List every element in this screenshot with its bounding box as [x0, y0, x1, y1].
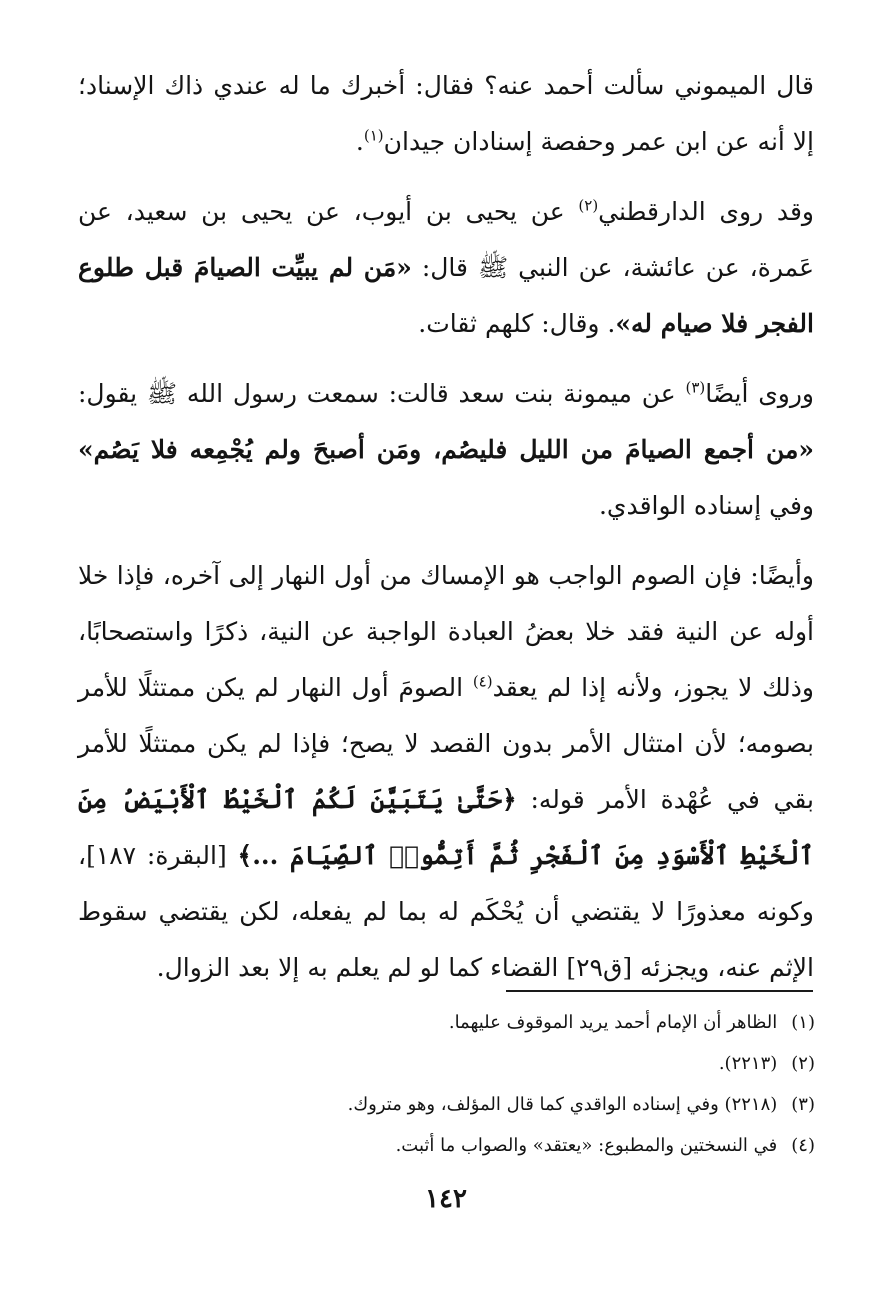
- quran-verse: ﴿حَتَّىٰ يَتَبَيَّنَ لَكُمُ ٱلْخَيْطُ ٱلْأَبْيَضُ مِنَ ٱلْخَيْطِ ٱلْأَسْوَدِ مِنَ ٱلْفَجْرِ ثُمَّ أَتِمُّوا۟ ٱلصِّيَامَ ...﴾: [78, 785, 814, 870]
- paragraph-2-text-1: وقد روى الدارقطني: [598, 197, 815, 226]
- footnote-divider: [506, 990, 813, 992]
- footnote-4: [80, 1125, 815, 1166]
- paragraph-1: [78, 58, 814, 170]
- footnote-1: [80, 1002, 815, 1043]
- footnote-2-text: (٢٢١٣).: [718, 1053, 778, 1074]
- footnote-ref-2: (٢): [578, 196, 599, 215]
- paragraph-1-text-1: قال الميموني سألت أحمد عنه؟ فقال: أخبرك ما له عندي ذاك الإسناد؛ إلا أنه عن ابن عمر وحفصة إسنادان جيدان: [78, 71, 814, 156]
- footnote-3-number: (٣): [791, 1094, 815, 1115]
- footnote-ref-1: (١): [363, 126, 384, 145]
- footnote-4-text: في النسختين والمطبوع: «يعتقد» والصواب ما أثبت.: [395, 1135, 778, 1156]
- footnote-1-text: الظاهر أن الإمام أحمد يريد الموقوف عليهما.: [448, 1012, 778, 1033]
- paragraph-2: [78, 184, 814, 352]
- paragraph-4: [78, 548, 814, 996]
- paragraph-2-text-3: . وقال: كلهم ثقات.: [418, 309, 616, 338]
- footnote-2-number: (٢): [791, 1053, 815, 1074]
- footnote-3: [80, 1084, 815, 1125]
- paragraph-1-text-2: .: [355, 127, 364, 156]
- paragraph-3-text-1: وروى أيضًا: [705, 379, 815, 408]
- paragraph-3: [78, 366, 814, 534]
- paragraph-4-text-3: [البقرة: ١٨٧]، وكونه معذورًا لا يقتضي أن يُحْكَم له بما لم يفعله، لكن يقتضي سقوط الإثم عنه، ويجزئه [ق٢٩] القضاء كما لو لم يعلم به إلا بعد الزوال.: [78, 841, 814, 982]
- paragraph-3-text-2: عن ميمونة بنت سعد قالت: سمعت رسول الله ﷺ يقول:: [78, 379, 686, 408]
- footnote-ref-3: (٣): [685, 378, 706, 397]
- footnote-3-text: (٢٢١٨) وفي إسناده الواقدي كما قال المؤلف، وهو متروك.: [347, 1094, 778, 1115]
- footnotes: [80, 1002, 815, 1166]
- paragraph-3-text-3: وفي إسناده الواقدي.: [598, 491, 814, 520]
- paragraph-4-text-1: وأيضًا: فإن الصوم الواجب هو الإمساك من أول النهار إلى آخره، فإذا خلا أوله عن النية فقد خلا بعضُ العبادة الواجبة عن النية، ذكرًا واستصحابًا، وذلك لا يجوز، ولأنه إذا لم يعقد: [78, 561, 814, 702]
- footnote-2: [80, 1043, 815, 1084]
- footnote-ref-4: (٤): [472, 672, 493, 691]
- hadith-quote-1: «مَن لم يبيِّت الصيامَ قبل طلوع الفجر فلا صيام له»: [78, 253, 814, 338]
- main-text: [78, 58, 814, 1010]
- hadith-quote-2: «من أجمع الصيامَ من الليل فليصُم، ومَن أصبحَ ولم يُجْمِعه فلا يَصُم»: [78, 435, 814, 464]
- paragraph-4-text-2: الصومَ أول النهار لم يكن ممتثلًا للأمر بصومه؛ لأن امتثال الأمر بدون القصد لا يصح؛ فإذا لم يكن ممتثلًا للأمر بقي في عُهْدة الأمر قوله:: [78, 673, 814, 814]
- footnote-4-number: (٤): [791, 1135, 815, 1156]
- paragraph-2-text-2: عن يحيى بن أيوب، عن يحيى بن سعيد، عن عَمرة، عن عائشة، عن النبي ﷺ قال:: [78, 197, 814, 282]
- page-number: ١٤٢: [425, 1184, 467, 1214]
- footnote-1-number: (١): [791, 1012, 815, 1033]
